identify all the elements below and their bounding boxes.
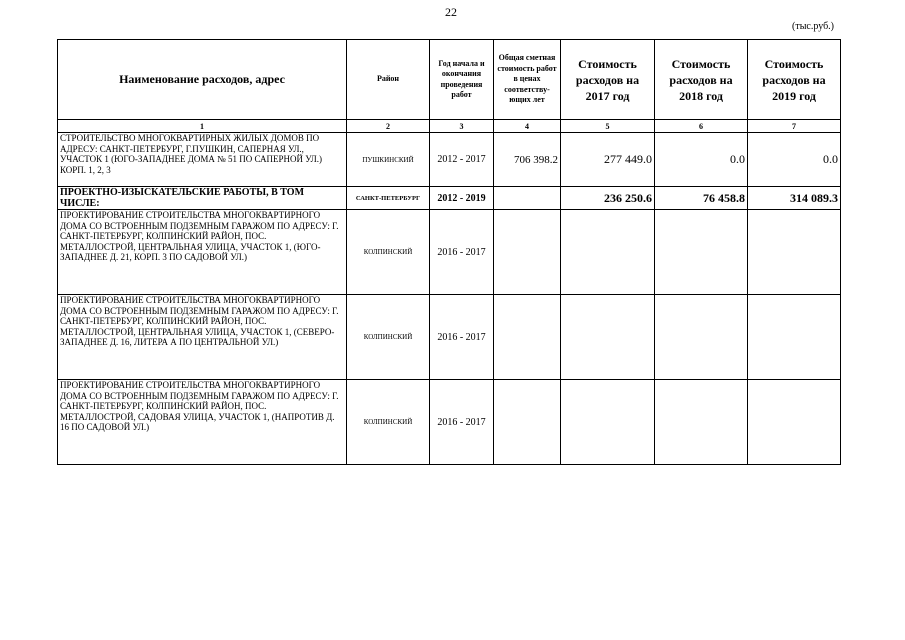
row-years: 2016 - 2017 [430,295,494,380]
row-name: ПРОЕКТИРОВАНИЕ СТРОИТЕЛЬСТВА МНОГОКВАРТИРНОГО ДОМА СО ВСТРОЕННЫМ ПОДЗЕМНЫМ ГАРАЖОМ ПО АДРЕСУ: Г. САНКТ-ПЕТЕРБУРГ, КОЛПИНСКИЙ РАЙОН, ПОС. МЕТАЛЛОСТРОЙ, САДОВАЯ УЛИЦА, УЧАСТОК 1, (НАПРОТИВ Д. 16 ПО САДОВОЙ УЛ.) [58,380,347,465]
row-cost-2019: 314 089.3 [748,187,841,210]
table-row [58,133,841,187]
row-cost-2019 [748,295,841,380]
row-cost-2017 [561,295,655,380]
header-estimate: Общая сметная стоимость работ в ценах соответству-ющих лет [494,40,561,120]
row-years: 2012 - 2017 [430,133,494,187]
row-years: 2012 - 2019 [430,187,494,210]
row-cost-2018: 0.0 [655,133,748,187]
row-district: КОЛПИНСКИЙ [347,295,430,380]
row-name: ПРОЕКТИРОВАНИЕ СТРОИТЕЛЬСТВА МНОГОКВАРТИРНОГО ДОМА СО ВСТРОЕННЫМ ПОДЗЕМНЫМ ГАРАЖОМ ПО АДРЕСУ: Г. САНКТ-ПЕТЕРБУРГ, КОЛПИНСКИЙ РАЙОН, ПОС. МЕТАЛЛОСТРОЙ, ЦЕНТРАЛЬНАЯ УЛИЦА, УЧАСТОК 1, (СЕВЕРО-ЗАПАДНЕЕ Д. 16, ЛИТЕРА А ПО ЦЕНТРАЛЬНОЙ УЛ.) [58,295,347,380]
row-cost-2017: 236 250.6 [561,187,655,210]
row-cost-2017 [561,210,655,295]
row-estimate [494,187,561,210]
row-cost-2017: 277 449.0 [561,133,655,187]
column-number: 5 [561,120,655,133]
column-number-row [58,120,841,133]
row-district: КОЛПИНСКИЙ [347,380,430,465]
page-number: 22 [445,5,457,19]
header-cost-2017: Стоимость расходов на 2017 год [561,40,655,120]
column-number: 7 [748,120,841,133]
unit-label: (тыс.руб.) [792,21,835,32]
column-number: 1 [58,120,347,133]
row-name: СТРОИТЕЛЬСТВО МНОГОКВАРТИРНЫХ ЖИЛЫХ ДОМОВ ПО АДРЕСУ: САНКТ-ПЕТЕРБУРГ, Г.ПУШКИН, САПЕРНАЯ УЛ., УЧАСТОК 1 (ЮГО-ЗАПАДНЕЕ ДОМА № 51 ПО САПЕРНОЙ УЛ.) КОРП. 1, 2, 3 [58,133,347,187]
row-estimate [494,295,561,380]
header-row [58,40,841,120]
column-number: 3 [430,120,494,133]
row-name: ПРОЕКТНО-ИЗЫСКАТЕЛЬСКИЕ РАБОТЫ, В ТОМ ЧИСЛЕ: [58,187,347,210]
header-cost-2019: Стоимость расходов на 2019 год [748,40,841,120]
table-row [58,295,841,380]
row-name: ПРОЕКТИРОВАНИЕ СТРОИТЕЛЬСТВА МНОГОКВАРТИРНОГО ДОМА СО ВСТРОЕННЫМ ПОДЗЕМНЫМ ГАРАЖОМ ПО АДРЕСУ: Г. САНКТ-ПЕТЕРБУРГ, КОЛПИНСКИЙ РАЙОН, ПОС. МЕТАЛЛОСТРОЙ, ЦЕНТРАЛЬНАЯ УЛИЦА, УЧАСТОК 1, (ЮГО-ЗАПАДНЕЕ Д. 21, КОРП. 3 ПО САДОВОЙ УЛ.) [58,210,347,295]
row-years: 2016 - 2017 [430,380,494,465]
row-cost-2018 [655,295,748,380]
row-cost-2018 [655,380,748,465]
row-estimate [494,380,561,465]
row-district: КОЛПИНСКИЙ [347,210,430,295]
column-number: 4 [494,120,561,133]
row-cost-2018: 76 458.8 [655,187,748,210]
column-number: 6 [655,120,748,133]
header-name: Наименование расходов, адрес [58,40,347,120]
row-years: 2016 - 2017 [430,210,494,295]
row-estimate [494,210,561,295]
table-row [58,380,841,465]
row-estimate: 706 398.2 [494,133,561,187]
row-district: ПУШКИНСКИЙ [347,133,430,187]
row-district: САНКТ-ПЕТЕРБУРГ [347,187,430,210]
header-district: Район [347,40,430,120]
table-row [58,210,841,295]
header-years: Год начала и окончания проведения работ [430,40,494,120]
table-row [58,187,841,210]
budget-table [57,39,841,465]
row-cost-2019 [748,210,841,295]
column-number: 2 [347,120,430,133]
row-cost-2019 [748,380,841,465]
row-cost-2018 [655,210,748,295]
header-cost-2018: Стоимость расходов на 2018 год [655,40,748,120]
row-cost-2017 [561,380,655,465]
row-cost-2019: 0.0 [748,133,841,187]
